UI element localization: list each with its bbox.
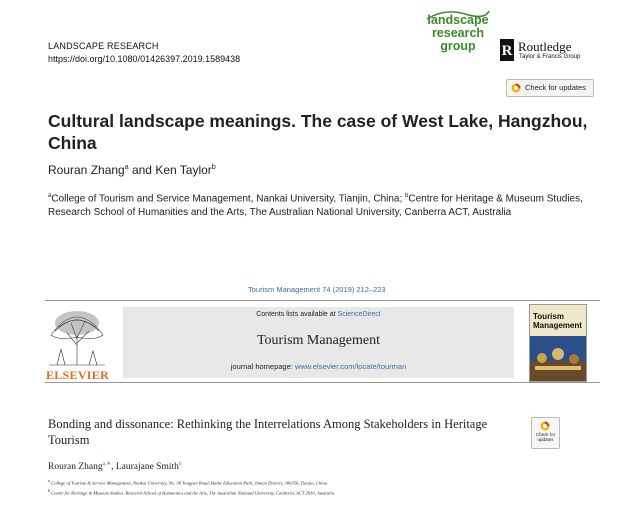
journal-name: LANDSCAPE RESEARCH [48,41,159,51]
author-joiner: and [128,163,156,177]
check-updates-label [532,432,559,442]
affil-mark-b: b [405,193,409,199]
journal-homepage [123,362,514,371]
contents-line [123,311,514,318]
lrg-word-1: landscape [427,13,489,27]
affiliation-b-text: Centre for Heritage & Museum Studies, Research School of Humanities and the Arts, The Australian National University, Canberra, ACT 2610, Australia [50,490,335,496]
affiliation-a [48,477,608,487]
lrg-word-3: group [440,39,476,53]
author-affil-mark[interactable]: b [178,461,182,467]
check-updates-label: Check for updates [525,83,586,92]
elsevier-tree-icon [45,305,110,367]
check-for-updates-badge[interactable] [531,417,560,449]
author-affil-mark: a [124,164,129,171]
journal-citation[interactable]: Tourism Management 74 (2019) 212–223 [248,285,386,294]
affiliation-b: Centre for Heritage & Museum Studies, Research School of Humanities and the Arts, The Australian National University, Canberra ACT, Australia [48,193,583,218]
affiliation-a: College of Tourism and Service Management, Nankai University, Tianjin, China; [51,193,406,205]
homepage-link[interactable]: www.elsevier.com/locate/tourman [294,362,407,371]
landscape-research-group-logo [425,8,491,62]
affiliations-2 [48,477,608,496]
journal-cover-thumbnail[interactable] [529,304,587,382]
cover-title-line-1: Tourism [533,312,564,321]
check-updates-icon [540,421,550,431]
author-affil-mark[interactable]: a,∗ [102,461,112,467]
author-name[interactable]: Laurajane Smith [115,462,179,473]
header-top-rule [45,300,600,301]
affiliation-b [48,487,608,497]
svg-text:R: R [501,43,513,59]
contents-prefix: Contents lists available at [256,311,338,318]
routledge-r-icon [500,39,514,61]
affil-mark-a: a [48,478,50,483]
sciencedirect-link[interactable]: ScienceDirect [337,311,381,318]
check-updates-line-1: Check for [535,432,556,437]
author-list-2 [48,461,182,472]
header-bottom-rule [45,382,600,383]
routledge-logo [500,39,596,63]
author-name[interactable]: Rouran Zhang [48,462,103,473]
check-updates-icon [511,83,521,93]
elsevier-logo [45,305,110,382]
author-name[interactable]: Rouran Zhang [48,163,125,177]
cover-photo-icon [530,336,586,381]
article-title-2: Bonding and dissonance: Rethinking the Interrelations Among Stakeholders in Heritage Tourism [48,417,488,447]
author-name[interactable]: Ken Taylor [155,163,212,177]
publisher-name: Routledge [518,39,572,54]
elsevier-wordmark: ELSEVIER [45,368,110,382]
author-list [48,163,216,177]
journal-title: Tourism Management [256,333,381,348]
author-affil-mark: b [211,164,216,171]
cover-title [533,313,582,330]
homepage-prefix: journal homepage: [230,362,295,371]
lrg-word-2: research [431,26,485,40]
affiliation-a-text: College of Tourism & Service Management, Nankai University, No. 38 Tongyan Road, Haihe Education Park, Jinnan District, 300350, Tianjin, China [50,480,328,486]
check-for-updates-button[interactable] [506,79,594,97]
author-separator: , [111,462,116,473]
doi-link[interactable]: https://doi.org/10.1080/01426397.2019.1589438 [48,54,241,64]
article-title: Cultural landscape meanings. The case of West Lake, Hangzhou, China [48,111,588,153]
cover-title-line-2: Management [533,320,582,330]
journal-header-box [123,307,514,378]
affiliations [48,190,608,219]
publisher-subtitle: Taylor & Francis Group [519,54,581,60]
affil-mark-a: a [48,193,52,199]
affil-mark-b: b [48,487,50,493]
check-updates-line-2: updates [537,437,554,442]
